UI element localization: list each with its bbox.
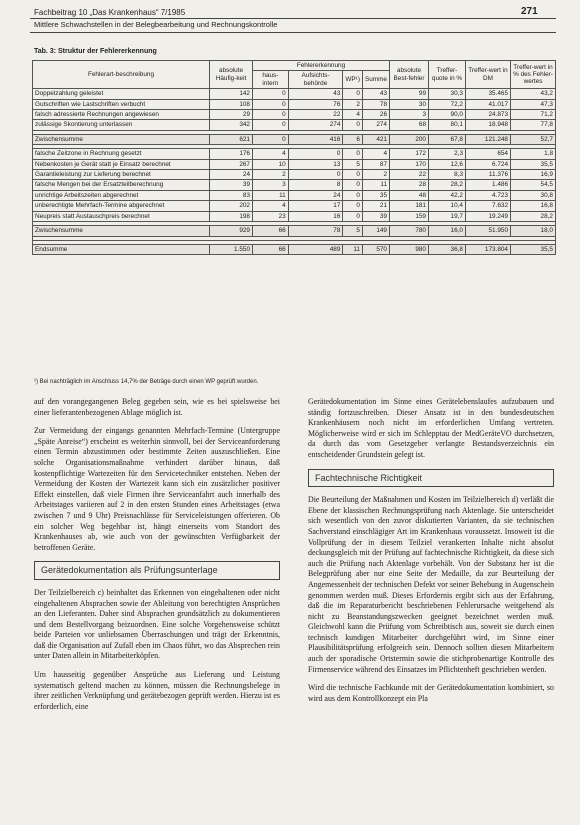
table-cell: 1.486 — [466, 180, 511, 190]
header-haus: haus-intern — [253, 71, 289, 89]
row-label: unberechtigte Mehrfach-Termine abgerechnet — [33, 201, 210, 211]
table-cell: 2 — [343, 99, 363, 109]
table-row — [33, 89, 556, 99]
table-cell: 30,3 — [429, 89, 466, 99]
subtotal-row — [33, 244, 556, 254]
table-cell: 4 — [362, 149, 389, 159]
table-cell: 929 — [210, 226, 253, 236]
table-cell: 78 — [288, 226, 343, 236]
header-treffer-pct: Treffer-quote in % — [429, 61, 466, 89]
journal-header: Fachbeitrag 10 „Das Krankenhaus“ 7/1985 — [34, 8, 186, 17]
table-cell: 108 — [210, 99, 253, 109]
table-body — [33, 89, 556, 255]
table-cell: 4.723 — [466, 190, 511, 200]
table-cell: 18,0 — [511, 226, 556, 236]
table-cell: 6.724 — [466, 159, 511, 169]
table-cell: 35,5 — [511, 244, 556, 254]
table-cell: 19,7 — [429, 211, 466, 221]
paragraph: Gerätedokumentation im Sinne eines Gerätelebenslaufes aufzubauen und ständig fortzuschreiben. Dieser Ansatz ist in den bundesdeutschen Krankenhäusern noch nicht im erforderlichen Umfang vertreten. Möglicherweise wird er sich im Schlepptau der MedGeräteVO durchsetzen, da durch das vom Gesetzgeber verlangte Bestandsverzeichnis ein entscheidender Grundstein gelegt ist. — [308, 397, 554, 459]
table-cell: 159 — [390, 211, 429, 221]
table-cell: 8 — [288, 180, 343, 190]
table-cell: 6 — [343, 134, 363, 144]
table-cell: 0 — [343, 170, 363, 180]
table-cell: 4 — [343, 110, 363, 120]
table-cell: 67,8 — [429, 134, 466, 144]
header-aufsicht: Aufsichts-behörde — [288, 71, 343, 89]
section-heading: Gerätedokumentation als Prüfungsunterlage — [34, 561, 280, 580]
table-row — [33, 99, 556, 109]
row-label: falsche Zeitzone in Rechnung gesetzt — [33, 149, 210, 159]
table-cell: 200 — [390, 134, 429, 144]
paragraph: Um hausseitig gegenüber Ansprüche aus Lieferung und Leistung systematisch geltend machen zu können, müssen die Rechnungsbelege in ihrer zeitlichen Verknüpfung und gerätebezogen geprüft werden. Hierzu ist es erforderlich, eine — [34, 670, 280, 711]
table-row — [33, 120, 556, 130]
table-cell: 570 — [362, 244, 389, 254]
table-cell: 421 — [362, 134, 389, 144]
table-row — [33, 180, 556, 190]
table-cell: 621 — [210, 134, 253, 144]
section-heading: Fachtechnische Richtigkeit — [308, 469, 554, 488]
table-cell: 13 — [288, 159, 343, 169]
table-cell: 16,0 — [429, 226, 466, 236]
table-cell: 121.248 — [466, 134, 511, 144]
row-label: Garantieleistung zur Lieferung berechnet — [33, 170, 210, 180]
row-label: Gutschriften wie Lastschriften verbucht — [33, 99, 210, 109]
table-cell: 26 — [362, 110, 389, 120]
table-cell: 0 — [253, 89, 289, 99]
paragraph: Die Beurteilung der Maßnahmen und Kosten im Teilzielbereich d) verläßt die Ebene der klassischen Rechnungsprüfung nach Aktenlage. Sie unterscheidet sich wesentlich von den zuvor diskutierten Varianten, da sie technischen Sachverstand einschlägiger Art im Krankenhaus voraussetzt. Insoweit ist die Vollprüfung der in diesem Teilziel verankerten Inhalte nicht absolut deckungsgleich mit der Prüfung auf fachtechnische Richtigkeit, da diese sich auch die Prüfung nach Aktenlage vorbehält. Von der Substanz her ist die Belegprüfung aber nur eine Seite der Medaille, da zur Beurteilung der Angemessenheit der technischen Defekt vor seiner Behebung in Augenschein genommen werden muß. Dieses Erfordernis ergibt sich aus der Erfahrung, daß die im Reparaturbericht beschriebenen Fehlerursache weitgehend als nicht zu Beanstandungszwecken geeignet bezeichnet werden muß. Gleichwohl kann die Prüfung vom Schreibtisch aus, soweit sie durch einen technisch kundigen Mitarbeiter durchgeführt wird, im Sinne einer Plausibilitätsprüfung erfolgreich sein. Dennoch sollten diesen Mitarbeitern auch der sporadische Ortstermin sowie die stichprobenartige Kontrolle des Firmenservice während des Einsatzes im Pflichtenheft geschrieben werden. — [308, 495, 554, 674]
table-cell: 10 — [253, 159, 289, 169]
table-cell: 43 — [362, 89, 389, 99]
table-cell: 980 — [390, 244, 429, 254]
page-number: 271 — [521, 6, 538, 17]
table-cell: 36,8 — [429, 244, 466, 254]
header-fehlerart: Fehlerart-beschreibung — [33, 61, 210, 89]
table-cell: 28,2 — [511, 211, 556, 221]
table-cell: 66 — [253, 244, 289, 254]
table-cell: 2,3 — [429, 149, 466, 159]
table-cell: 202 — [210, 201, 253, 211]
paragraph: Der Teilzielbereich c) beinhaltet das Erkennen von eingehaltenen oder nicht eingehaltenen Absprachen sowie der Ableitung von berechtigten Ansprüchen an den Lieferanten. Daher sind Absprachen grundsätzlich zu dokumentieren und dem Bestellvorgang beizuordnen. Eine solche Vorgehensweise schützt beide Parteien vor unliebsamen Überraschungen und trägt der Erkenntnis, daß die Organisation auf Zufall eben im Chaos führt, wo das Absprechen rein unter Daten allein in Mitarbeiterköpfen. — [34, 587, 280, 661]
table-cell: 342 — [210, 120, 253, 130]
text-column-right — [308, 397, 554, 712]
row-label: Zwischensumme — [33, 226, 210, 236]
table-cell: 11.376 — [466, 170, 511, 180]
table-cell: 1,8 — [511, 149, 556, 159]
header-summe: Summe — [362, 71, 389, 89]
table-cell: 198 — [210, 211, 253, 221]
table-cell: 0 — [343, 180, 363, 190]
row-label: Nebenkosten je Gerät statt je Einsatz berechnet — [33, 159, 210, 169]
table-cell: 29 — [210, 110, 253, 120]
table-cell: 274 — [362, 120, 389, 130]
table-cell: 66 — [253, 226, 289, 236]
table-cell: 28 — [390, 180, 429, 190]
table-cell: 0 — [343, 149, 363, 159]
table-cell: 0 — [343, 201, 363, 211]
table-cell: 3 — [253, 180, 289, 190]
table-cell: 0 — [343, 211, 363, 221]
table-cell: 489 — [288, 244, 343, 254]
table-cell: 8,3 — [429, 170, 466, 180]
table-cell: 30 — [390, 99, 429, 109]
table-cell: 3 — [390, 110, 429, 120]
table-cell: 176 — [210, 149, 253, 159]
header-abs-best: absolute Best-fehler — [390, 61, 429, 89]
table-row — [33, 110, 556, 120]
header-wp: WP¹) — [343, 71, 363, 89]
table-cell: 17 — [288, 201, 343, 211]
table-cell: 54,5 — [511, 180, 556, 190]
table-cell: 654 — [466, 149, 511, 159]
table-cell: 5 — [343, 159, 363, 169]
table-row — [33, 149, 556, 159]
table-row — [33, 170, 556, 180]
table-cell: 83 — [210, 190, 253, 200]
text-column-left — [34, 397, 280, 720]
table-cell: 39 — [210, 180, 253, 190]
table-cell: 52,7 — [511, 134, 556, 144]
table-cell: 4 — [253, 149, 289, 159]
table-cell: 149 — [362, 226, 389, 236]
table-row — [33, 201, 556, 211]
table-cell: 87 — [362, 159, 389, 169]
table-cell: 274 — [288, 120, 343, 130]
header-fehlererkennung: Fehlererkennung — [253, 61, 390, 71]
table-cell: 11 — [343, 244, 363, 254]
header-treffer-wert-pct: Treffer-wert in % des Fehler-wertes — [511, 61, 556, 89]
table-cell: 22 — [390, 170, 429, 180]
paragraph: Zur Vermeidung der eingangs genannten Mehrfach-Termine (Untergruppe „Späte Anreise“) erscheint es weiterhin sinnvoll, bei der Serviceanforderung einen Termin abzustimmen oder bestimmte Zeiten auszuschließen. Eine solche Organisationsmaßnahme verhindert darüber hinaus, daß kostenpflichtige Wartezeiten für den Servicetechniker entstehen. Neben der Vermeidung der Kosten der Wartezeit kann sich ein zusätzlicher positiver Effekt einstellen, daß viele Firmen ihre Serviceanfahrt auch innerhalb des Arbeitstages variieren auf 2 in den ersten Stunden eines Arbeitstages (etwa zwischen 7 und 9 Uhr) Preisnachlässe für Serviceleistungen offerieren. Ob ein solcher Weg begehbar ist, hängt einerseits vom Standort des Krankenhauses ab, wie auch von der gewünschten Verfügbarkeit der betroffenen Geräte. — [34, 426, 280, 552]
row-label: falsche Mengen bei der Ersatzteilberechnung — [33, 180, 210, 190]
table-cell: 51.950 — [466, 226, 511, 236]
table-cell: 21 — [362, 201, 389, 211]
table-cell: 2 — [253, 170, 289, 180]
table-cell: 267 — [210, 159, 253, 169]
subtotal-row — [33, 226, 556, 236]
table-cell: 1.550 — [210, 244, 253, 254]
table-cell: 0 — [288, 170, 343, 180]
error-structure-table — [32, 60, 556, 255]
table-cell: 71,2 — [511, 110, 556, 120]
table-cell: 0 — [288, 149, 343, 159]
table-cell: 16,9 — [511, 170, 556, 180]
table-cell: 0 — [343, 120, 363, 130]
table-cell: 173.804 — [466, 244, 511, 254]
table-cell: 0 — [343, 190, 363, 200]
table-cell: 0 — [253, 134, 289, 144]
header-rule — [30, 18, 556, 19]
table-cell: 78 — [362, 99, 389, 109]
table-cell: 416 — [288, 134, 343, 144]
table-cell: 0 — [253, 120, 289, 130]
table-cell: 24.873 — [466, 110, 511, 120]
table-cell: 47,3 — [511, 99, 556, 109]
table-cell: 16 — [288, 211, 343, 221]
table-cell: 181 — [390, 201, 429, 211]
table-cell: 142 — [210, 89, 253, 99]
table-cell: 172 — [390, 149, 429, 159]
row-label: Neupreis statt Austauschpreis berechnet — [33, 211, 210, 221]
table-cell: 76 — [288, 99, 343, 109]
table-cell: 72,2 — [429, 99, 466, 109]
table-cell: 41.017 — [466, 99, 511, 109]
table-cell: 19.249 — [466, 211, 511, 221]
table-caption: Tab. 3: Struktur der Fehlererkennung — [34, 48, 157, 55]
header-treffer-dm: Treffer-wert in DM — [466, 61, 511, 89]
table-cell: 23 — [253, 211, 289, 221]
table-cell: 0 — [253, 110, 289, 120]
table-cell: 16,8 — [511, 201, 556, 211]
subtotal-row — [33, 134, 556, 144]
table-cell: 68 — [390, 120, 429, 130]
table-cell: 80,1 — [429, 120, 466, 130]
table-cell: 780 — [390, 226, 429, 236]
table-cell: 22 — [288, 110, 343, 120]
table-cell: 42,2 — [429, 190, 466, 200]
table-cell: 2 — [362, 170, 389, 180]
table-cell: 11 — [253, 190, 289, 200]
paragraph: auf den vorangegangenen Beleg gegeben sein, wie es bei spielsweise bei einer lieferantenbezogenen Ablage möglich ist. — [34, 397, 280, 417]
paragraph: Wird die technische Fachkunde mit der Gerätedokumentation kombiniert, so wird aus dem Kontrollkonzept ein Pla — [308, 683, 554, 703]
subtitle-rule — [30, 32, 556, 33]
table-row — [33, 159, 556, 169]
table-cell: 77,8 — [511, 120, 556, 130]
table-cell: 30,8 — [511, 190, 556, 200]
table-cell: 5 — [343, 226, 363, 236]
table-cell: 4 — [253, 201, 289, 211]
table-cell: 10,4 — [429, 201, 466, 211]
table-cell: 7.632 — [466, 201, 511, 211]
table-cell: 35 — [362, 190, 389, 200]
table-cell: 35,5 — [511, 159, 556, 169]
table-footnote: ¹) Bei nachträglich im Anschluss 14,7% der Beträge durch einen WP geprüft wurden. — [34, 379, 259, 385]
table-cell: 99 — [390, 89, 429, 99]
table-cell: 43 — [288, 89, 343, 99]
table-cell: 24 — [288, 190, 343, 200]
table-cell: 90,0 — [429, 110, 466, 120]
table-cell: 39 — [362, 211, 389, 221]
row-label: Doppelzahlung geleistet — [33, 89, 210, 99]
table-cell: 24 — [210, 170, 253, 180]
table-cell: 0 — [343, 89, 363, 99]
row-label: Endsumme — [33, 244, 210, 254]
article-subtitle: Mittlere Schwachstellen in der Belegbearbeitung und Rechnungskontrolle — [34, 20, 278, 29]
table-row — [33, 211, 556, 221]
header-absolute: absolute Häufig-keit — [210, 61, 253, 89]
table-cell: 43,2 — [511, 89, 556, 99]
table-cell: 12,6 — [429, 159, 466, 169]
row-label: falsch adressierte Rechnungen angewiesen — [33, 110, 210, 120]
table-cell: 170 — [390, 159, 429, 169]
table-cell: 18.948 — [466, 120, 511, 130]
row-label: zulässige Skontierung unterlassen — [33, 120, 210, 130]
table-cell: 0 — [253, 99, 289, 109]
table-cell: 48 — [390, 190, 429, 200]
table-row — [33, 190, 556, 200]
table-cell: 28,2 — [429, 180, 466, 190]
table-cell: 35.465 — [466, 89, 511, 99]
row-label: unrichtige Arbeitszeiten abgerechnet — [33, 190, 210, 200]
row-label: Zwischensumme — [33, 134, 210, 144]
table-cell: 11 — [362, 180, 389, 190]
